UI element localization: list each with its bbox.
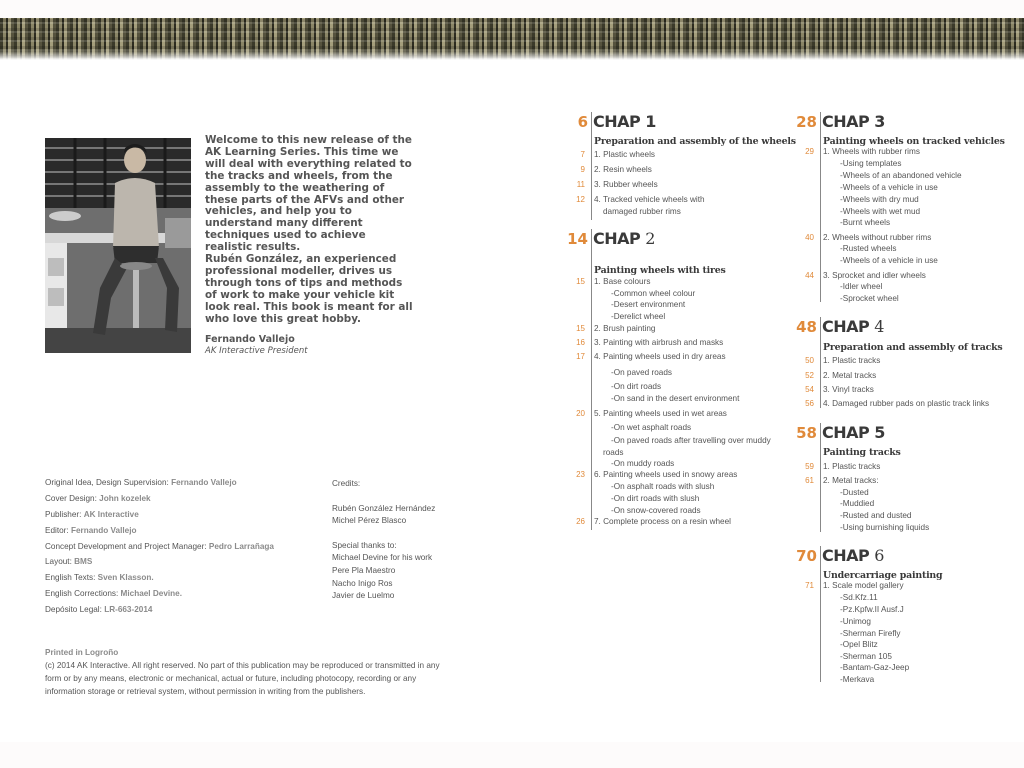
toc-subitem: -Opel Blitz bbox=[840, 640, 878, 649]
chapter-heading bbox=[822, 112, 885, 131]
credits-name: Rubén González Hernández bbox=[332, 503, 436, 513]
toc-subitem: -Using templates bbox=[840, 159, 902, 168]
item-page-number: 23 bbox=[576, 470, 585, 479]
toc-item: 1. Scale model gallery bbox=[823, 581, 904, 590]
toc-subitem: -Burnt wheels bbox=[840, 218, 891, 227]
chapter-number: 1 bbox=[645, 112, 656, 131]
chapter-heading bbox=[593, 229, 655, 248]
chapter-start-page: 58 bbox=[796, 424, 817, 442]
chapter-number: 4 bbox=[874, 317, 884, 336]
toc-item: 3. Painting with airbrush and masks bbox=[594, 338, 724, 347]
item-page-number: 11 bbox=[576, 180, 585, 189]
chapter-heading bbox=[593, 112, 656, 131]
item-page-number: 12 bbox=[576, 195, 585, 204]
track-texture-banner bbox=[0, 18, 1024, 60]
toc-item: 1. Plastic tracks bbox=[823, 356, 881, 365]
toc-subitem: -Wheels of a vehicle in use bbox=[840, 183, 938, 192]
intro-text bbox=[205, 135, 415, 326]
toc-subitem: -Muddied bbox=[840, 499, 875, 508]
toc-item: 1. Wheels with rubber rims bbox=[823, 147, 920, 156]
chapter-word: CHAP bbox=[822, 317, 870, 336]
item-page-number: 71 bbox=[805, 581, 814, 590]
item-page-number: 15 bbox=[576, 277, 585, 286]
toc-subitem: -Idler wheel bbox=[840, 282, 883, 291]
chapter-start-page: 28 bbox=[796, 113, 817, 131]
credits-name: Michel Pérez Blasco bbox=[332, 516, 407, 526]
signature-title: AK Interactive President bbox=[205, 346, 308, 356]
thanks-name: Nacho Inigo Ros bbox=[332, 578, 393, 588]
toc-item: 1. Plastic tracks bbox=[823, 462, 881, 471]
toc-item: 3. Vinyl tracks bbox=[823, 385, 874, 394]
toc-subitem: -Common wheel colour bbox=[611, 289, 696, 298]
item-page-number: 59 bbox=[805, 462, 814, 471]
copyright-text: (c) 2014 AK Interactive. All right reserved. No part of this publication may be reproduced or transmitted in any form or by any means, electronic or mechanical, actual or future, including photocopy, recording or any information storage or retrieval system, without permission in writing from the publishers. bbox=[45, 661, 440, 696]
item-page-number: 52 bbox=[805, 371, 814, 380]
toc-subitem: -Wheels with wet mud bbox=[840, 207, 921, 216]
toc-item: 1. Base colours bbox=[594, 277, 651, 286]
chapter-divider-line bbox=[820, 423, 821, 532]
item-page-number: 29 bbox=[805, 147, 814, 156]
credit-row: Cover Design: John kozelek bbox=[45, 493, 151, 503]
toc-subitem: -On wet asphalt roads bbox=[611, 423, 692, 432]
chapter-divider-line bbox=[591, 229, 592, 530]
credit-row: Layout: BMS bbox=[45, 557, 93, 567]
chapter-word: CHAP bbox=[593, 112, 641, 131]
chapter-word: CHAP bbox=[822, 112, 870, 131]
toc-subitem: -Unimog bbox=[840, 617, 871, 626]
toc-item: 4. Painting wheels used in dry areas bbox=[594, 352, 726, 361]
toc-item: 1. Plastic wheels bbox=[594, 150, 655, 159]
item-page-number: 44 bbox=[805, 271, 814, 280]
chapter-subtitle: Painting wheels with tires bbox=[594, 265, 726, 276]
thanks-name: Pere Pla Maestro bbox=[332, 565, 396, 575]
toc-subitem: -Dusted bbox=[840, 488, 869, 497]
credit-row: Original Idea, Design Supervision: Fernando Vallejo bbox=[45, 478, 237, 487]
item-page-number: 54 bbox=[805, 385, 814, 394]
chapter-divider-line bbox=[820, 112, 821, 302]
thanks-name: Michael Devine for his work bbox=[332, 553, 433, 563]
toc-subitem: -Wheels of an abandoned vehicle bbox=[840, 171, 962, 180]
item-page-number: 17 bbox=[576, 352, 585, 361]
toc-subitem: -On asphalt roads with slush bbox=[611, 482, 715, 491]
toc-item: roads bbox=[603, 448, 624, 457]
toc-item: 2. Resin wheels bbox=[594, 165, 652, 174]
item-page-number: 15 bbox=[576, 324, 585, 333]
chapter-start-page: 6 bbox=[577, 113, 588, 131]
chapter-number: 3 bbox=[874, 112, 885, 131]
toc-item: 4. Tracked vehicle wheels with bbox=[594, 195, 705, 204]
top-margin bbox=[0, 0, 1024, 18]
toc-item: 5. Painting wheels used in wet areas bbox=[594, 409, 727, 418]
printed-in: Printed in Logroño bbox=[45, 648, 119, 657]
signature-name: Fernando Vallejo bbox=[205, 334, 295, 345]
toc-item: 2. Wheels without rubber rims bbox=[823, 233, 932, 242]
intro-paragraph-1: Welcome to this new release of the AK Learning Series. This time we will deal with everything related to the tracks and wheels, from the assembly to the weathering of these parts of the AFVs and other vehicles, and help you to understand many different techniques used to achieve realistic results. bbox=[205, 134, 412, 254]
author-portrait-photo bbox=[45, 138, 191, 353]
credit-row: Editor: Fernando Vallejo bbox=[45, 525, 137, 535]
chapter-subtitle: Painting tracks bbox=[823, 447, 901, 458]
toc-subitem: -On sand in the desert environment bbox=[611, 394, 740, 403]
toc-subitem: -Wheels with dry mud bbox=[840, 195, 919, 204]
item-page-number: 26 bbox=[576, 517, 585, 526]
toc-subitem: -Pz.Kpfw.II Ausf.J bbox=[840, 605, 904, 614]
item-page-number: 7 bbox=[580, 150, 585, 159]
toc-item: 4. Damaged rubber pads on plastic track links bbox=[823, 399, 990, 408]
credits-right-column bbox=[332, 478, 435, 603]
toc-subitem: -Using burnishing liquids bbox=[840, 523, 930, 532]
item-page-number: 61 bbox=[805, 476, 814, 485]
toc-subitem: -Rusted and dusted bbox=[840, 511, 912, 520]
toc-item: 2. Metal tracks bbox=[823, 371, 877, 380]
credit-row: English Corrections: Michael Devine. bbox=[45, 589, 182, 599]
chapter-subtitle: Preparation and assembly of tracks bbox=[823, 342, 1003, 353]
intro-paragraph-2: Rubén González, an experienced professional modeller, drives us through tons of tips and methods of work to make your vehicle kit look real. This book is meant for all who love this great hobby. bbox=[205, 253, 413, 325]
credit-row: Concept Development and Project Manager: Pedro Larrañaga bbox=[45, 541, 274, 551]
chapter-divider-line bbox=[591, 112, 592, 220]
chapter-subtitle: Undercarriage painting bbox=[823, 570, 943, 581]
toc-subitem: -On paved roads after travelling over muddy bbox=[611, 436, 771, 445]
chapter-subtitle: Preparation and assembly of the wheels bbox=[594, 136, 796, 147]
toc-subitem: -On snow-covered roads bbox=[611, 506, 701, 515]
chapter-number: 6 bbox=[874, 546, 884, 565]
toc-subitem: -On muddy roads bbox=[611, 459, 675, 468]
chapter-word: CHAP bbox=[822, 423, 870, 442]
chapter-divider-line bbox=[820, 317, 821, 408]
chapter-word: CHAP bbox=[593, 229, 641, 248]
toc-subitem: -Sprocket wheel bbox=[840, 294, 899, 303]
chapter-number: 2 bbox=[645, 229, 655, 248]
item-page-number: 40 bbox=[805, 233, 814, 242]
chapter-start-page: 70 bbox=[796, 547, 817, 565]
item-page-number: 20 bbox=[576, 409, 585, 418]
credits-list bbox=[45, 478, 274, 621]
toc-item: 6. Painting wheels used in snowy areas bbox=[594, 470, 738, 479]
toc-subitem: -Sd.Kfz.11 bbox=[840, 593, 878, 602]
item-page-number: 56 bbox=[805, 399, 814, 408]
toc-subitem: -Wheels of a vehicle in use bbox=[840, 256, 938, 265]
chapter-heading bbox=[822, 423, 885, 442]
toc-subitem: -Rusted wheels bbox=[840, 244, 897, 253]
credits-heading: Credits: bbox=[332, 479, 361, 488]
credit-row: Depósito Legal: LR-663-2014 bbox=[45, 605, 153, 615]
toc-item: 7. Complete process on a resin wheel bbox=[594, 517, 731, 526]
thanks-heading: Special thanks to: bbox=[332, 540, 397, 550]
chapter-start-page: 14 bbox=[567, 230, 588, 248]
chapter-divider-line bbox=[820, 546, 821, 682]
bottom-margin bbox=[0, 742, 1024, 768]
item-page-number: 50 bbox=[805, 356, 814, 365]
credit-row: English Texts: Sven Klasson. bbox=[45, 573, 154, 583]
chapter-subtitle: Painting wheels on tracked vehicles bbox=[823, 136, 1005, 147]
toc-subitem: -Sherman 105 bbox=[840, 652, 892, 661]
credit-row: Publisher: AK Interactive bbox=[45, 509, 139, 519]
toc-subitem: -Merkava bbox=[840, 675, 875, 684]
toc-item: 2. Metal tracks: bbox=[823, 476, 879, 485]
toc-item: 3. Rubber wheels bbox=[594, 180, 658, 189]
toc-item: 3. Sprocket and idler wheels bbox=[823, 271, 926, 280]
chapter-heading bbox=[822, 317, 884, 336]
chapter-number: 5 bbox=[874, 423, 885, 442]
toc-subitem: -On paved roads bbox=[611, 368, 672, 377]
item-page-number: 9 bbox=[580, 165, 585, 174]
toc-item: damaged rubber rims bbox=[603, 207, 681, 216]
legal-notice bbox=[45, 646, 445, 698]
chapter-word: CHAP bbox=[822, 546, 870, 565]
toc-item: 2. Brush painting bbox=[594, 324, 656, 333]
chapter-start-page: 48 bbox=[796, 318, 817, 336]
item-page-number: 16 bbox=[576, 338, 585, 347]
thanks-name: Javier de Luelmo bbox=[332, 591, 395, 601]
toc-subitem: -Desert environment bbox=[611, 300, 686, 309]
toc-subitem: -Sherman Firefly bbox=[840, 629, 901, 638]
toc-subitem: -Bantam-Gaz-Jeep bbox=[840, 663, 910, 672]
toc-subitem: -Derelict wheel bbox=[611, 312, 666, 321]
toc-subitem: -On dirt roads with slush bbox=[611, 494, 700, 503]
chapter-heading bbox=[822, 546, 884, 565]
toc-subitem: -On dirt roads bbox=[611, 382, 662, 391]
